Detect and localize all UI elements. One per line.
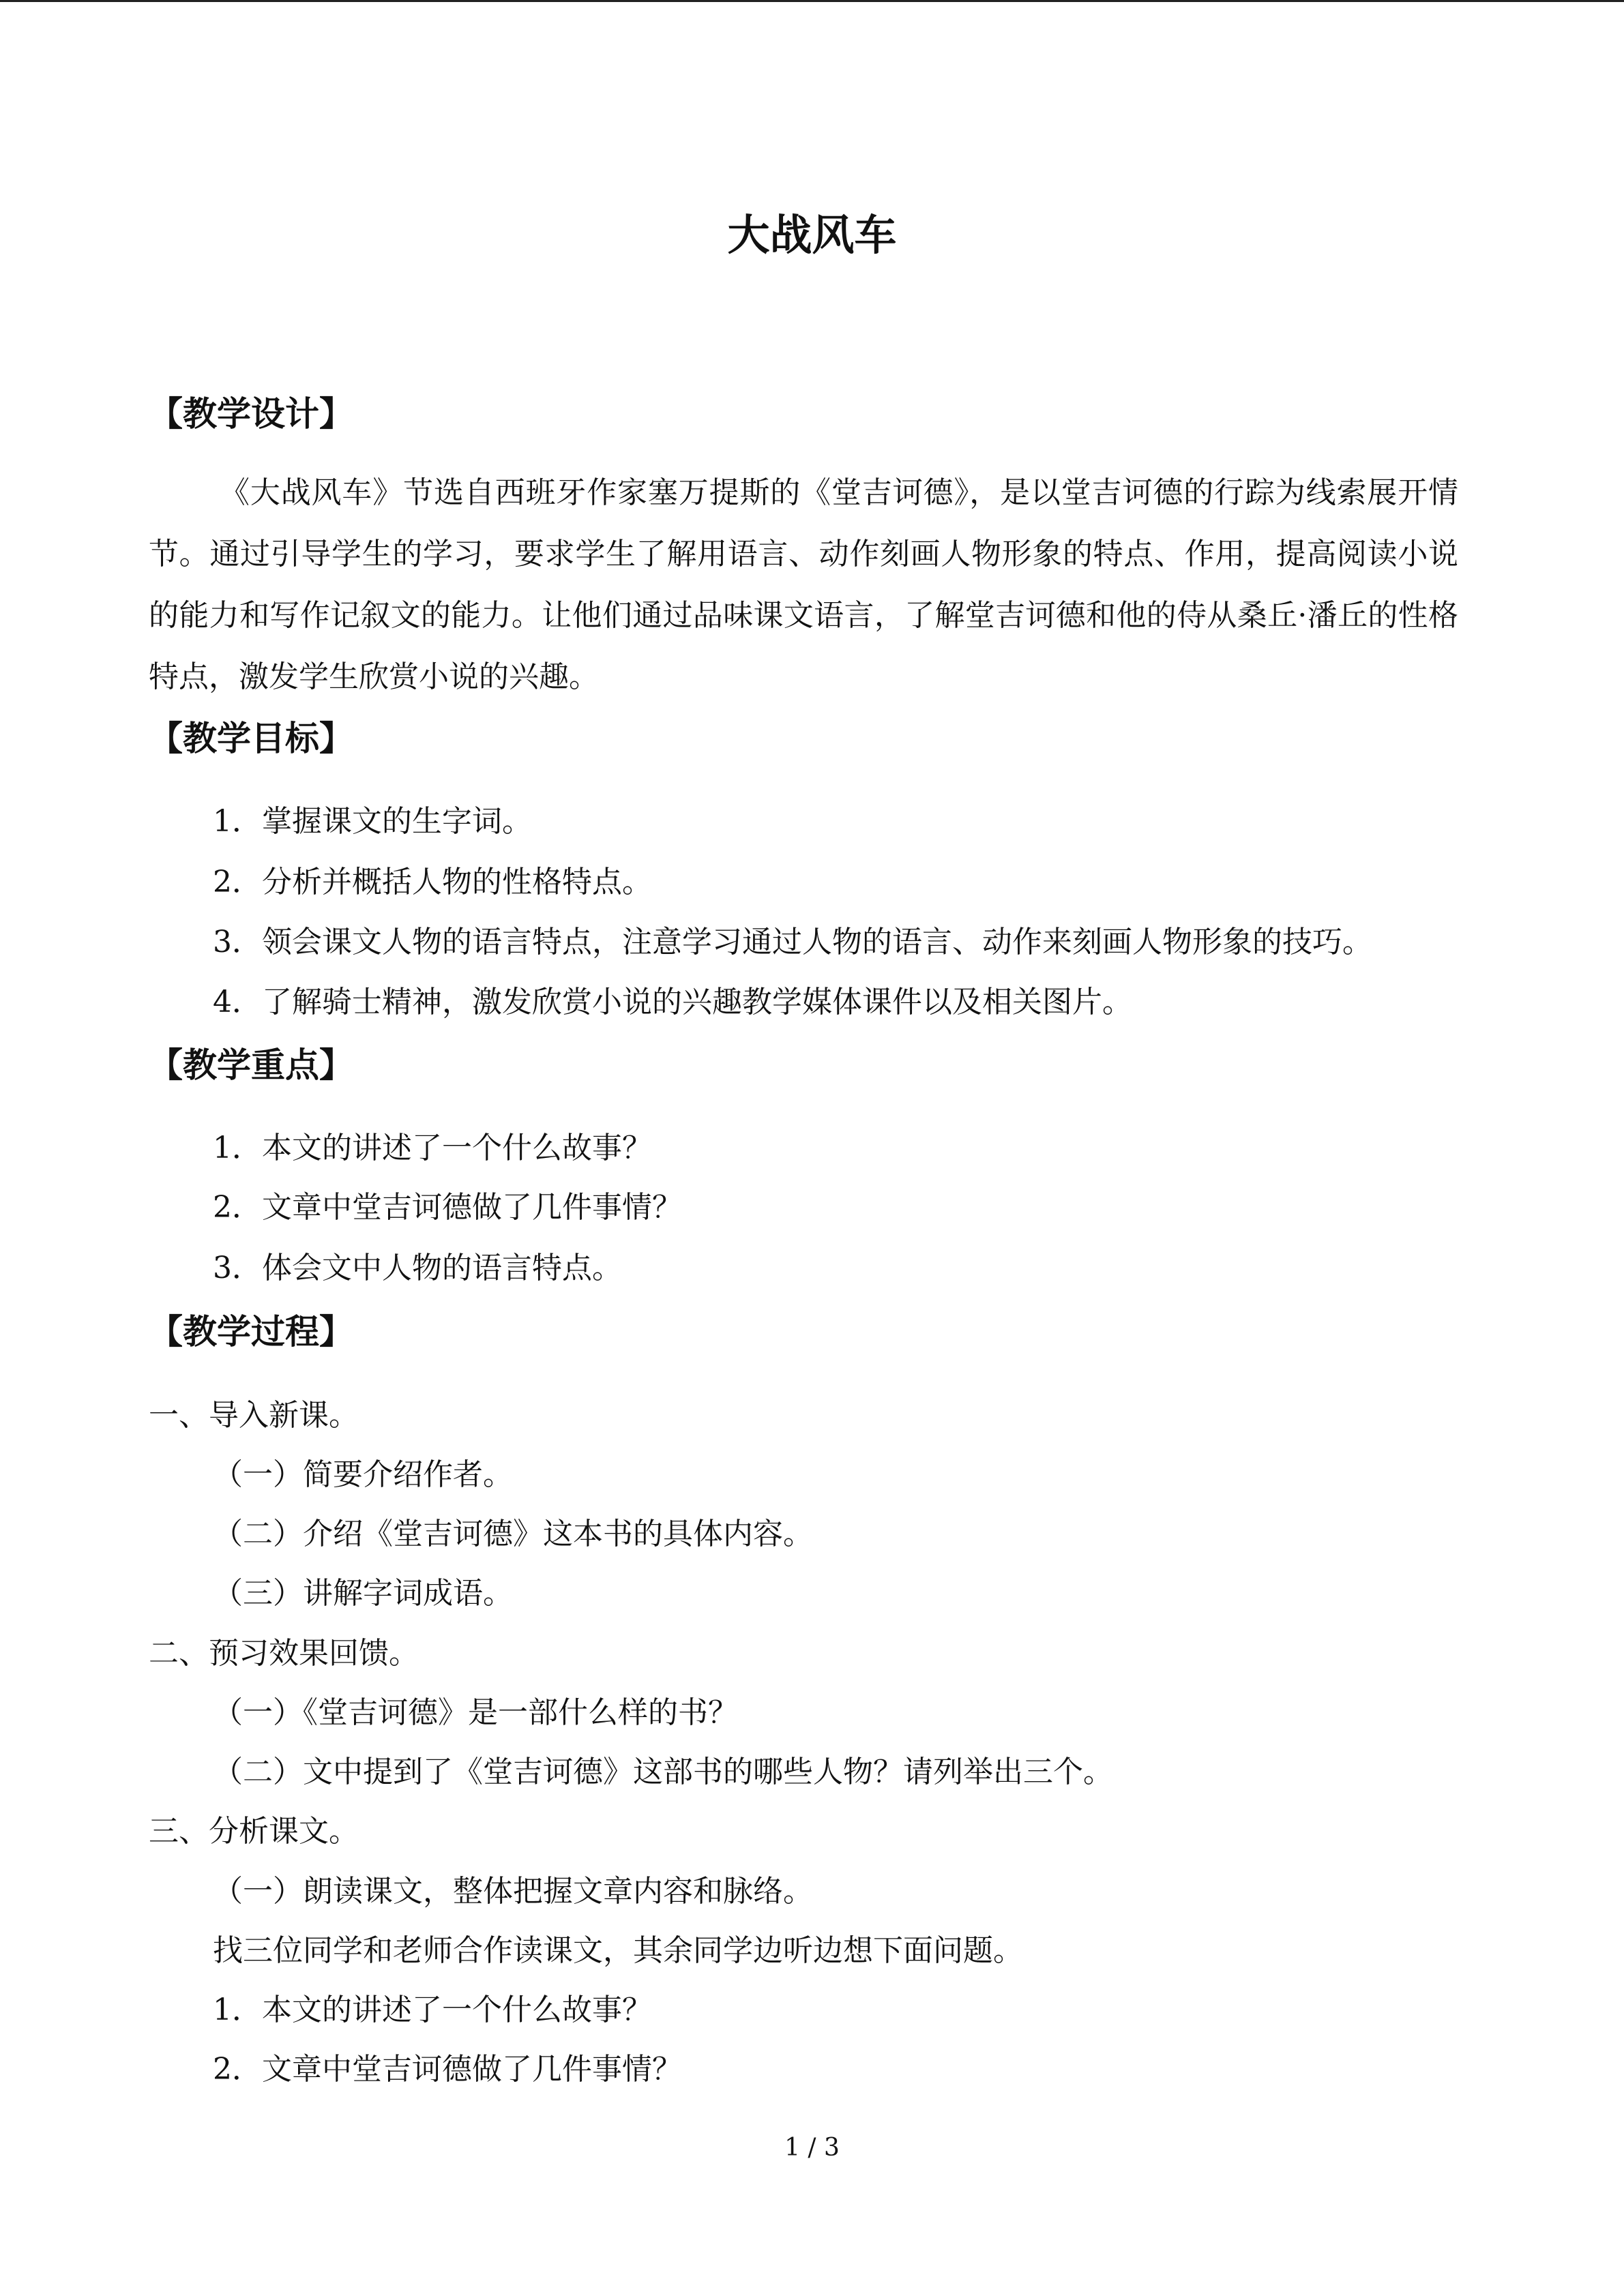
process-step: 三、分析课文。 xyxy=(149,1814,359,1849)
process-step: 一、导入新课。 xyxy=(149,1398,359,1433)
process-step: 二、预习效果回馈。 xyxy=(149,1636,419,1671)
page-title: 大战风车 xyxy=(727,210,897,260)
heading-teaching-design: 【教学设计】 xyxy=(149,394,353,434)
goal-item: 3．领会课文人物的语言特点，注意学习通过人物的语言、动作来刻画人物形象的技巧。 xyxy=(213,925,1372,959)
process-substep: 2．文章中堂吉诃德做了几件事情？ xyxy=(213,2052,682,2087)
heading-teaching-process: 【教学过程】 xyxy=(149,1312,353,1352)
process-substep: （二）文中提到了《堂吉诃德》这部书的哪些人物？请列举出三个。 xyxy=(213,1755,1113,1789)
process-substep: （三）讲解字词成语。 xyxy=(213,1576,513,1611)
goal-item: 1．掌握课文的生字词。 xyxy=(213,804,532,839)
focus-item: 3．体会文中人物的语言特点。 xyxy=(213,1251,622,1285)
heading-teaching-focus: 【教学重点】 xyxy=(149,1045,353,1085)
process-substep: （二）介绍《堂吉诃德》这本书的具体内容。 xyxy=(213,1517,813,1551)
focus-item: 1．本文的讲述了一个什么故事？ xyxy=(213,1131,652,1165)
design-paragraph: 《大战风车》节选自西班牙作家塞万提斯的《堂吉诃德》，是以堂吉诃德的行踪为线索展开情节。通过引导学生的学习，要求学生了解用语言、动作刻画人物形象的特点、作用，提高阅读小说的能力和写作记叙文的能力。让他们通过品味课文语言，了解堂吉诃德和他的侍从桑丘·潘丘的性格特点，激发学生欣赏小说的兴趣。 xyxy=(149,475,1458,694)
heading-teaching-goals: 【教学目标】 xyxy=(149,719,353,758)
process-substep: （一）朗读课文，整体把握文章内容和脉络。 xyxy=(213,1874,813,1909)
process-substep: 找三位同学和老师合作读课文，其余同学边听边想下面问题。 xyxy=(213,1933,1023,1968)
page-number: 1 / 3 xyxy=(784,2134,840,2162)
process-substep: （一）《堂吉诃德》是一部什么样的书？ xyxy=(213,1695,738,1730)
focus-item: 2．文章中堂吉诃德做了几件事情？ xyxy=(213,1190,682,1225)
process-substep: 1．本文的讲述了一个什么故事？ xyxy=(213,1993,652,2027)
goal-item: 2．分析并概括人物的性格特点。 xyxy=(213,865,652,899)
process-substep: （一）简要介绍作者。 xyxy=(213,1457,513,1492)
goal-item: 4．了解骑士精神，激发欣赏小说的兴趣教学媒体课件以及相关图片。 xyxy=(213,985,1132,1019)
